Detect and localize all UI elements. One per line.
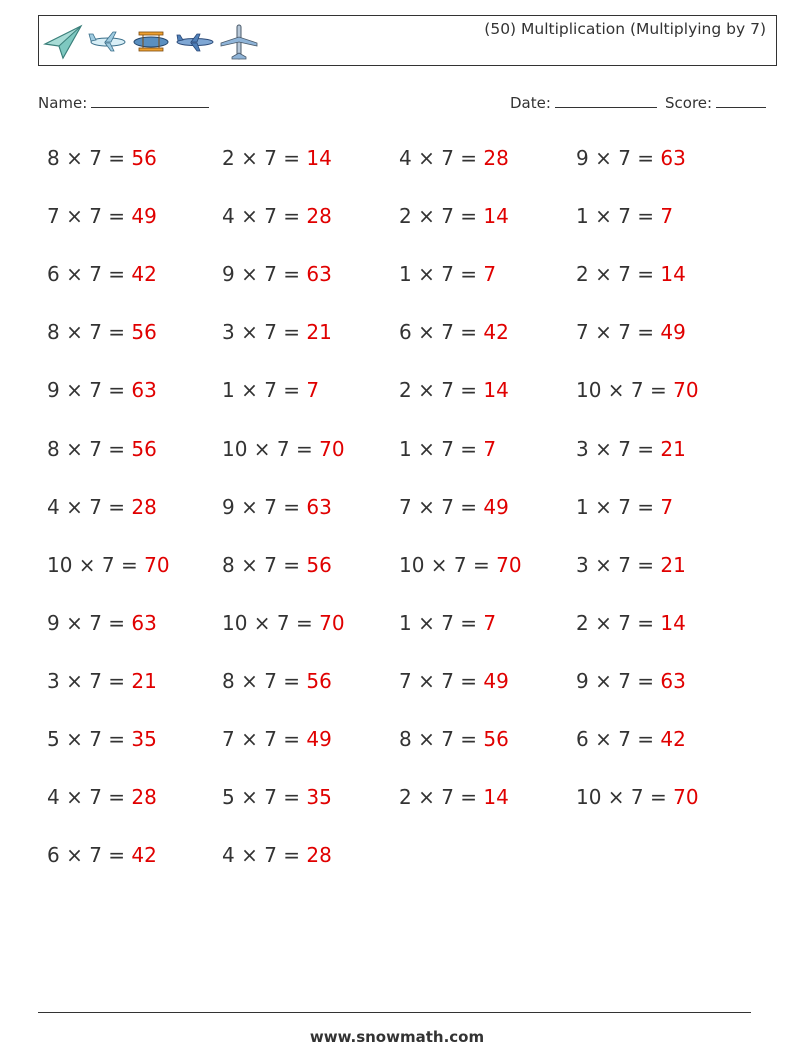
problem-item bbox=[47, 146, 157, 170]
problem-question: 2 × 7 = bbox=[576, 262, 661, 287]
problem-item bbox=[399, 262, 496, 286]
problem-question: 8 × 7 = bbox=[399, 727, 484, 751]
problem-question: 7 × 7 = bbox=[576, 320, 661, 345]
problem-answer: 63 bbox=[306, 494, 332, 519]
problem-question: 9 × 7 = bbox=[47, 378, 132, 403]
problem-question: 9 × 7 = bbox=[222, 494, 307, 519]
problem-question: 10 × 7 = bbox=[576, 378, 674, 403]
problem-item bbox=[222, 146, 332, 170]
problem-question: 2 × 7 = bbox=[576, 610, 661, 635]
problem-question: 4 × 7 = bbox=[47, 785, 132, 810]
footer-divider bbox=[38, 1012, 751, 1013]
problem-answer: 14 bbox=[483, 378, 509, 403]
problem-answer: 35 bbox=[306, 785, 332, 810]
problem-item bbox=[399, 669, 509, 693]
problem-item bbox=[222, 437, 345, 461]
problem-answer: 7 bbox=[660, 204, 674, 229]
score-blank[interactable] bbox=[716, 93, 766, 108]
problem-question: 4 × 7 = bbox=[399, 146, 484, 170]
problem-item bbox=[222, 495, 332, 519]
problem-question: 4 × 7 = bbox=[47, 494, 132, 519]
problem-answer: 28 bbox=[131, 494, 157, 519]
problem-item bbox=[47, 495, 157, 519]
problem-item bbox=[576, 611, 686, 635]
problem-question: 8 × 7 = bbox=[222, 552, 307, 577]
problem-item bbox=[222, 378, 319, 402]
problem-question: 3 × 7 = bbox=[222, 320, 307, 345]
problem-question: 1 × 7 = bbox=[399, 610, 484, 635]
problem-item bbox=[399, 320, 509, 344]
problem-question: 10 × 7 = bbox=[47, 552, 145, 577]
name-field[interactable] bbox=[38, 93, 209, 112]
problem-question: 3 × 7 = bbox=[576, 552, 661, 577]
problem-answer: 70 bbox=[673, 785, 699, 810]
problem-answer: 14 bbox=[483, 204, 509, 229]
biplane-icon bbox=[131, 22, 171, 62]
problem-item bbox=[47, 378, 157, 402]
problem-question: 9 × 7 = bbox=[576, 146, 661, 170]
problem-question: 5 × 7 = bbox=[47, 727, 132, 751]
problem-question: 2 × 7 = bbox=[399, 204, 484, 229]
problem-item bbox=[576, 785, 699, 809]
score-field[interactable] bbox=[665, 93, 766, 112]
problem-answer: 14 bbox=[660, 262, 686, 287]
problem-question: 6 × 7 = bbox=[47, 262, 132, 287]
problem-question: 2 × 7 = bbox=[399, 785, 484, 810]
problem-question: 2 × 7 = bbox=[399, 378, 484, 403]
problem-item bbox=[222, 611, 345, 635]
date-field[interactable] bbox=[510, 93, 657, 112]
problem-answer: 42 bbox=[483, 320, 509, 345]
problem-answer: 28 bbox=[306, 204, 332, 229]
airplane-top-view-icon bbox=[219, 22, 259, 62]
problem-answer: 56 bbox=[131, 436, 157, 461]
problem-item bbox=[576, 320, 686, 344]
problem-answer: 7 bbox=[306, 378, 320, 403]
problem-item bbox=[399, 378, 509, 402]
problem-answer: 21 bbox=[131, 668, 157, 693]
problem-answer: 49 bbox=[660, 320, 686, 345]
problem-question: 1 × 7 = bbox=[399, 262, 484, 287]
problem-question: 1 × 7 = bbox=[222, 378, 307, 403]
problem-item bbox=[399, 437, 496, 461]
problem-item bbox=[222, 204, 332, 228]
problem-question: 7 × 7 = bbox=[47, 204, 132, 229]
problem-answer: 70 bbox=[319, 436, 345, 461]
problem-item bbox=[222, 843, 332, 867]
problem-answer: 56 bbox=[131, 146, 157, 170]
problem-item bbox=[47, 204, 157, 228]
problem-item bbox=[399, 785, 509, 809]
problem-question: 8 × 7 = bbox=[47, 320, 132, 345]
problem-question: 10 × 7 = bbox=[576, 785, 674, 810]
footer-site: www.snowmath.com bbox=[309, 1028, 485, 1046]
problem-answer: 28 bbox=[483, 146, 509, 170]
problem-item bbox=[47, 785, 157, 809]
problem-item bbox=[576, 437, 686, 461]
problem-answer: 7 bbox=[483, 610, 497, 635]
problem-question: 6 × 7 = bbox=[399, 320, 484, 345]
header-icons bbox=[43, 22, 259, 62]
problem-answer: 7 bbox=[660, 494, 674, 519]
problem-answer: 21 bbox=[660, 436, 686, 461]
problem-answer: 70 bbox=[319, 610, 345, 635]
problem-item bbox=[576, 204, 673, 228]
worksheet-header bbox=[38, 15, 777, 66]
problem-item bbox=[576, 669, 686, 693]
problem-question: 10 × 7 = bbox=[222, 436, 320, 461]
problem-item bbox=[576, 262, 686, 286]
problem-answer: 49 bbox=[306, 727, 332, 751]
problem-item bbox=[399, 495, 509, 519]
problem-question: 8 × 7 = bbox=[47, 436, 132, 461]
problem-question: 1 × 7 = bbox=[576, 494, 661, 519]
problem-question: 4 × 7 = bbox=[222, 843, 307, 868]
problem-item bbox=[576, 146, 686, 170]
problem-answer: 70 bbox=[673, 378, 699, 403]
problem-answer: 49 bbox=[131, 204, 157, 229]
problem-answer: 56 bbox=[131, 320, 157, 345]
problem-question: 1 × 7 = bbox=[399, 436, 484, 461]
problem-answer: 49 bbox=[483, 668, 509, 693]
problem-item bbox=[222, 262, 332, 286]
problem-question: 9 × 7 = bbox=[47, 610, 132, 635]
problem-question: 10 × 7 = bbox=[399, 552, 497, 577]
problem-question: 7 × 7 = bbox=[399, 494, 484, 519]
date-blank[interactable] bbox=[555, 93, 657, 108]
problem-answer: 14 bbox=[660, 610, 686, 635]
problem-answer: 7 bbox=[483, 436, 497, 461]
problem-answer: 56 bbox=[306, 668, 332, 693]
problem-answer: 14 bbox=[306, 146, 332, 170]
date-label: Date: bbox=[510, 94, 551, 112]
passenger-jet-icon bbox=[175, 22, 215, 62]
problem-answer: 56 bbox=[306, 552, 332, 577]
problem-answer: 56 bbox=[483, 727, 509, 751]
problem-item bbox=[47, 669, 157, 693]
problem-item bbox=[222, 553, 332, 577]
problem-answer: 49 bbox=[483, 494, 509, 519]
problem-item bbox=[576, 727, 686, 751]
problem-item bbox=[47, 611, 157, 635]
problem-question: 7 × 7 = bbox=[222, 727, 307, 751]
problem-question: 3 × 7 = bbox=[47, 668, 132, 693]
problem-question: 1 × 7 = bbox=[576, 204, 661, 229]
problem-question: 8 × 7 = bbox=[222, 668, 307, 693]
worksheet-title: (50) Multiplication (Multiplying by 7) bbox=[484, 20, 766, 38]
problem-answer: 21 bbox=[306, 320, 332, 345]
problem-question: 5 × 7 = bbox=[222, 785, 307, 810]
problem-answer: 7 bbox=[483, 262, 497, 287]
jet-airliner-icon bbox=[87, 22, 127, 62]
problem-answer: 70 bbox=[496, 552, 522, 577]
problem-answer: 42 bbox=[131, 843, 157, 868]
problem-item bbox=[47, 553, 170, 577]
problem-question: 6 × 7 = bbox=[576, 727, 661, 751]
problem-item bbox=[222, 727, 332, 751]
problem-item bbox=[399, 204, 509, 228]
problem-answer: 63 bbox=[131, 378, 157, 403]
problem-answer: 63 bbox=[306, 262, 332, 287]
problem-answer: 63 bbox=[131, 610, 157, 635]
problem-question: 9 × 7 = bbox=[576, 668, 661, 693]
problem-item bbox=[47, 437, 157, 461]
problem-item bbox=[222, 320, 332, 344]
problem-question: 10 × 7 = bbox=[222, 610, 320, 635]
problem-answer: 42 bbox=[660, 727, 686, 751]
problem-answer: 21 bbox=[660, 552, 686, 577]
problem-question: 4 × 7 = bbox=[222, 204, 307, 229]
problem-question: 3 × 7 = bbox=[576, 436, 661, 461]
problem-item bbox=[399, 727, 509, 751]
problem-answer: 14 bbox=[483, 785, 509, 810]
problem-answer: 63 bbox=[660, 146, 686, 170]
score-label: Score: bbox=[665, 94, 713, 112]
problem-item bbox=[47, 843, 157, 867]
problem-item bbox=[576, 378, 699, 402]
problem-question: 6 × 7 = bbox=[47, 843, 132, 868]
problem-item bbox=[47, 262, 157, 286]
problem-answer: 42 bbox=[131, 262, 157, 287]
name-blank[interactable] bbox=[91, 93, 209, 108]
problem-item bbox=[576, 495, 673, 519]
name-label: Name: bbox=[38, 94, 88, 112]
problem-item bbox=[399, 611, 496, 635]
problem-answer: 28 bbox=[131, 785, 157, 810]
problem-item bbox=[222, 669, 332, 693]
problem-item bbox=[222, 785, 332, 809]
problem-item bbox=[399, 146, 509, 170]
problem-item bbox=[399, 553, 522, 577]
problem-answer: 63 bbox=[660, 668, 686, 693]
problem-question: 7 × 7 = bbox=[399, 668, 484, 693]
problem-answer: 28 bbox=[306, 843, 332, 868]
problem-item bbox=[47, 320, 157, 344]
problem-item bbox=[47, 727, 157, 751]
problem-item bbox=[576, 553, 686, 577]
problem-question: 9 × 7 = bbox=[222, 262, 307, 287]
problem-answer: 35 bbox=[131, 727, 157, 751]
problem-question: 2 × 7 = bbox=[222, 146, 307, 170]
problem-answer: 70 bbox=[144, 552, 170, 577]
problem-question: 8 × 7 = bbox=[47, 146, 132, 170]
paper-plane-icon bbox=[43, 22, 83, 62]
